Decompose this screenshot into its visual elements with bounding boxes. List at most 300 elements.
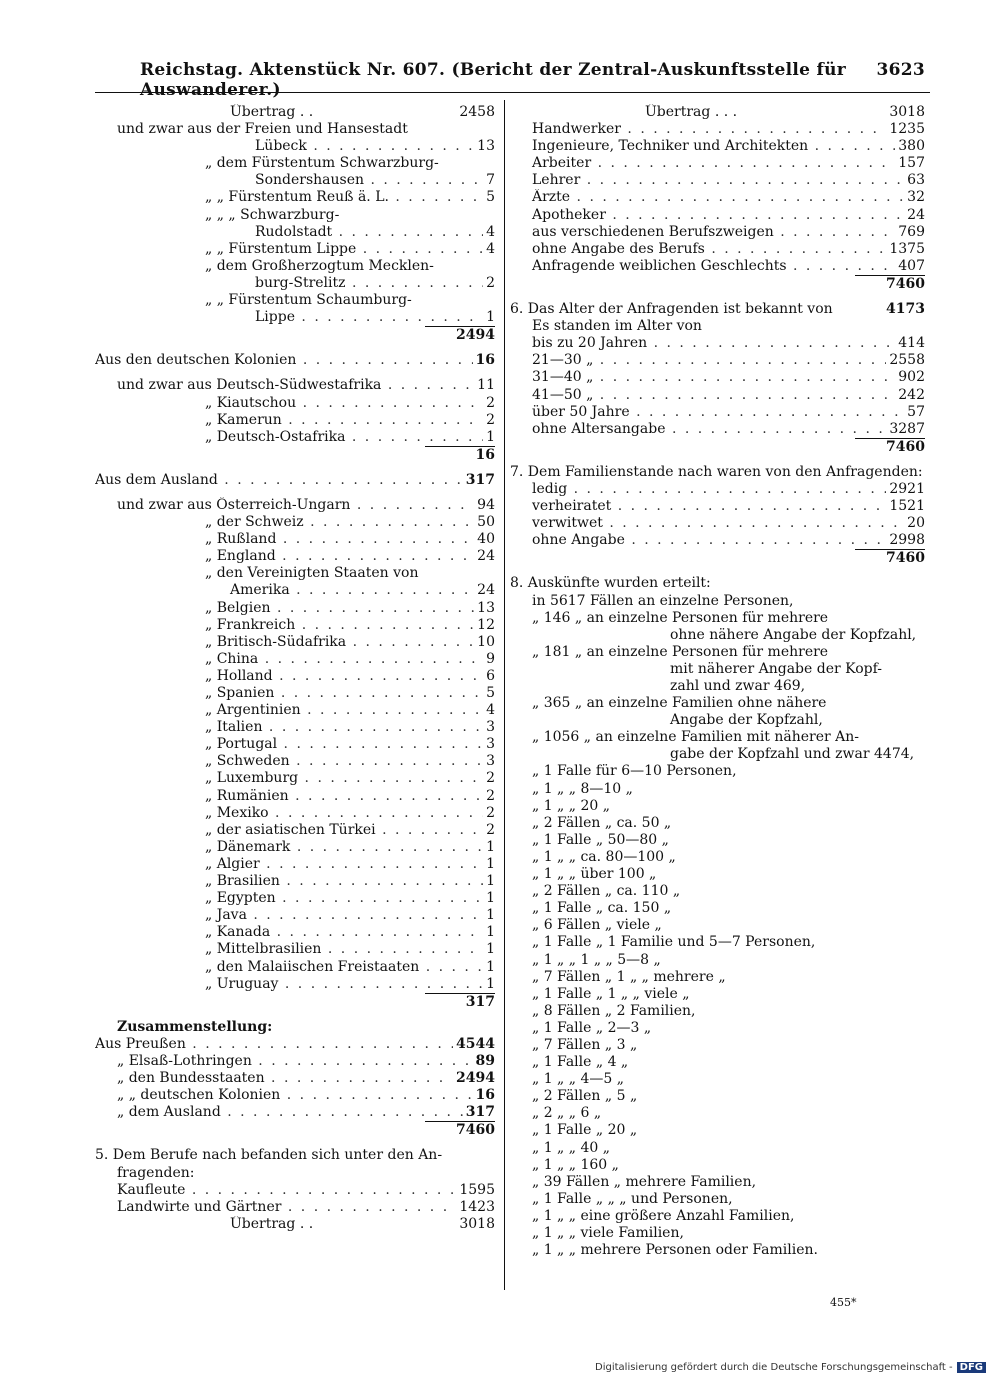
- row-value: 2: [483, 275, 495, 292]
- row-label: „ Rumänien . . .: [95, 788, 495, 805]
- row-label: Aus dem Ausland . . .: [95, 472, 495, 489]
- table-row: [95, 1199, 495, 1216]
- row-label: „ 1 Falle „ 4 „: [532, 1054, 629, 1071]
- row-label: 21—30 „ . . .: [510, 352, 925, 369]
- row-label: „ Mittelbrasilien . . .: [95, 941, 495, 958]
- row-value: 242: [895, 387, 925, 404]
- table-row: [95, 770, 495, 787]
- row-value: 24: [904, 207, 925, 224]
- table-row: [95, 1087, 495, 1104]
- table-row: [510, 1157, 925, 1174]
- table-row: [95, 189, 495, 206]
- spacer: [95, 464, 495, 472]
- table-row: [95, 702, 495, 719]
- row-label: „ 2 Fällen „ 5 „: [532, 1088, 638, 1105]
- row-value: 2458: [456, 104, 495, 121]
- row-label: „ „ Fürstentum Reuß ä. L. . . .: [95, 189, 495, 206]
- row-label: „ dem Ausland . . .: [95, 1104, 495, 1121]
- table-row: [510, 661, 925, 678]
- row-value: 16: [473, 447, 495, 464]
- table-row: [510, 387, 925, 404]
- table-row: [510, 746, 925, 763]
- row-label: „ 1 Falle für 6—10 Personen,: [532, 763, 737, 780]
- row-label: „ der Schweiz . . .: [95, 514, 495, 531]
- row-value: 414: [895, 335, 925, 352]
- row-value: 3: [483, 736, 495, 753]
- table-row: [95, 856, 495, 873]
- row-value: 3: [483, 719, 495, 736]
- table-row: [95, 788, 495, 805]
- table-row: [95, 1147, 495, 1164]
- table-row: [95, 839, 495, 856]
- row-label: verwitwet . . .: [510, 515, 925, 532]
- row-label: „ „ Fürstentum Lippe . . .: [95, 241, 495, 258]
- row-value: 89: [473, 1053, 495, 1070]
- table-row: [510, 781, 925, 798]
- row-label: „ 2 Fällen „ ca. 110 „: [532, 883, 681, 900]
- table-row: [95, 582, 495, 599]
- spacer: [510, 567, 925, 575]
- row-value: 4: [483, 241, 495, 258]
- row-value: 1: [483, 839, 495, 856]
- row-value: 12: [474, 617, 495, 634]
- table-row: [510, 934, 925, 951]
- row-label: Aus den deutschen Kolonien . . .: [95, 352, 495, 369]
- row-label: in 5617 Fällen an einzelne Personen,: [532, 592, 794, 609]
- row-value: 2: [483, 805, 495, 822]
- table-row: [95, 309, 495, 326]
- table-row: [95, 155, 495, 172]
- row-label: „ 1 „ „ 160 „: [532, 1156, 619, 1173]
- table-row: [510, 301, 925, 318]
- table-row: [510, 883, 925, 900]
- spacer: [95, 369, 495, 377]
- row-label: „ 1056 „ an einzelne Familien mit näherer An-: [532, 729, 860, 746]
- row-label: über 50 Jahre . . .: [510, 404, 925, 421]
- row-value: 7460: [883, 276, 925, 293]
- table-row: [510, 138, 925, 155]
- row-value: 1375: [886, 241, 925, 258]
- table-row: [510, 155, 925, 172]
- row-label: 31—40 „ . . .: [510, 369, 925, 386]
- row-label: Anfragende weiblichen Geschlechts . . .: [510, 258, 925, 275]
- row-value: 3018: [456, 1216, 495, 1233]
- table-row: [510, 532, 925, 549]
- table-row: [95, 412, 495, 429]
- table-row: [510, 404, 925, 421]
- table-row: [510, 207, 925, 224]
- row-label: 5. Dem Berufe nach befanden sich unter den An-: [95, 1147, 443, 1164]
- page-header: [140, 60, 925, 100]
- credit-text: Digitalisierung gefördert durch die Deutsche Forschungsgemeinschaft -: [595, 1362, 953, 1373]
- row-label: mit näherer Angabe der Kopf-: [670, 660, 883, 677]
- table-row: [510, 1122, 925, 1139]
- table-row: [95, 138, 495, 155]
- row-value: 1: [483, 873, 495, 890]
- table-row: [510, 318, 925, 335]
- row-value: 4: [483, 702, 495, 719]
- row-label: 6. Das Alter der Anfragenden ist bekannt von: [510, 301, 833, 318]
- table-row: [95, 429, 495, 446]
- row-label: Angabe der Kopfzahl,: [670, 712, 823, 729]
- row-value: 1: [483, 924, 495, 941]
- row-value: 2: [483, 770, 495, 787]
- row-value: 317: [463, 472, 495, 489]
- table-row: [95, 959, 495, 976]
- table-row: [510, 104, 925, 121]
- table-row: [510, 1054, 925, 1071]
- row-value: 2: [483, 822, 495, 839]
- table-row: [510, 644, 925, 661]
- row-label: „ 1 „ „ 20 „: [532, 797, 610, 814]
- row-value: 32: [904, 189, 925, 206]
- row-value: 2: [483, 412, 495, 429]
- table-row: [95, 1036, 495, 1053]
- subtotal-row: [855, 275, 925, 293]
- table-row: [95, 617, 495, 634]
- row-label: Lübeck . . .: [95, 138, 495, 155]
- table-row: [510, 515, 925, 532]
- row-value: 1235: [886, 121, 925, 138]
- row-label: „ dem Fürstentum Schwarzburg-: [205, 155, 439, 172]
- table-row: [95, 976, 495, 993]
- table-row: [95, 224, 495, 241]
- table-row: [95, 472, 495, 489]
- row-label: Rudolstadt . . .: [95, 224, 495, 241]
- table-row: [95, 292, 495, 309]
- row-label: „ 181 „ an einzelne Personen für mehrere: [532, 643, 829, 660]
- table-row: [95, 1070, 495, 1087]
- row-label: „ Schweden . . .: [95, 753, 495, 770]
- row-label: 7. Dem Familienstande nach waren von den Anfragenden:: [510, 463, 923, 480]
- row-label: „ 1 Falle „ 1 „ „ viele „: [532, 985, 690, 1002]
- table-row: [510, 815, 925, 832]
- table-row: [95, 241, 495, 258]
- row-value: 63: [904, 172, 925, 189]
- table-row: [510, 1140, 925, 1157]
- row-label: „ „ deutschen Kolonien . . .: [95, 1087, 495, 1104]
- row-label: Sondershausen . . .: [95, 172, 495, 189]
- row-label: „ Luxemburg . . .: [95, 770, 495, 787]
- row-label: „ 7 Fällen „ 1 „ „ mehrere „: [532, 968, 726, 985]
- row-value: 1: [483, 856, 495, 873]
- table-row: [95, 497, 495, 514]
- row-value: 2558: [886, 352, 925, 369]
- row-label: Landwirte und Gärtner . . .: [95, 1199, 495, 1216]
- row-label: „ Rußland . . .: [95, 531, 495, 548]
- spacer: [95, 1011, 495, 1019]
- row-label: „ Britisch-Südafrika . . .: [95, 634, 495, 651]
- row-value: 24: [474, 582, 495, 599]
- row-label: Ärzte . . .: [510, 189, 925, 206]
- row-label: „ 1 Falle „ 50—80 „: [532, 831, 669, 848]
- row-label: verheiratet . . .: [510, 498, 925, 515]
- row-label: „ Mexiko . . .: [95, 805, 495, 822]
- row-label: „ Algier . . .: [95, 856, 495, 873]
- row-label: Ingenieure, Techniker und Architekten . . .: [510, 138, 925, 155]
- table-row: [510, 224, 925, 241]
- row-label: ohne Angabe des Berufs . . .: [510, 241, 925, 258]
- row-label: Übertrag . .: [230, 1215, 314, 1232]
- row-label: gabe der Kopfzahl und zwar 4474,: [670, 746, 915, 763]
- row-value: 2: [483, 395, 495, 412]
- header-rule: [95, 92, 930, 93]
- credit-line: [595, 1362, 986, 1373]
- page-number: 3623: [876, 60, 925, 80]
- row-value: 13: [474, 600, 495, 617]
- row-value: 317: [463, 994, 495, 1011]
- row-value: 2921: [886, 481, 925, 498]
- row-label: „ 2 Fällen „ ca. 50 „: [532, 814, 672, 831]
- table-row: [510, 1037, 925, 1054]
- spacer: [95, 1139, 495, 1147]
- table-row: [510, 1242, 925, 1259]
- row-value: 2494: [453, 1070, 495, 1087]
- table-row: [510, 172, 925, 189]
- table-row: [510, 900, 925, 917]
- table-row: [510, 952, 925, 969]
- row-label: „ 1 „ „ 1 „ „ 5—8 „: [532, 951, 661, 968]
- table-row: [95, 685, 495, 702]
- row-label: „ Java . . .: [95, 907, 495, 924]
- table-row: [95, 565, 495, 582]
- row-label: „ 1 „ „ 40 „: [532, 1139, 610, 1156]
- table-row: [95, 1053, 495, 1070]
- row-value: 1: [483, 976, 495, 993]
- row-value: 13: [474, 138, 495, 155]
- row-value: 9: [483, 651, 495, 668]
- table-row: [95, 873, 495, 890]
- subtotal-row: [425, 1121, 495, 1139]
- table-row: [510, 369, 925, 386]
- table-row: [95, 924, 495, 941]
- row-label: „ Elsaß-Lothringen . . .: [95, 1053, 495, 1070]
- row-label: „ Portugal . . .: [95, 736, 495, 753]
- table-row: [95, 1104, 495, 1121]
- row-label: „ Spanien . . .: [95, 685, 495, 702]
- row-value: 4173: [883, 301, 925, 318]
- subtotal-row: [425, 446, 495, 464]
- row-label: „ China . . .: [95, 651, 495, 668]
- table-row: [510, 849, 925, 866]
- row-label: „ 1 Falle „ „ „ und Personen,: [532, 1190, 733, 1207]
- row-value: 3: [483, 753, 495, 770]
- row-value: 6: [483, 668, 495, 685]
- row-value: 10: [474, 634, 495, 651]
- row-value: 7460: [883, 550, 925, 567]
- dfg-logo: DFG: [957, 1362, 986, 1373]
- row-label: und zwar aus Deutsch-Südwestafrika . . .: [95, 377, 495, 394]
- row-label: „ Egypten . . .: [95, 890, 495, 907]
- row-label: „ Argentinien . . .: [95, 702, 495, 719]
- row-value: 7460: [453, 1122, 495, 1139]
- row-label: „ den Malaiischen Freistaaten . . .: [95, 959, 495, 976]
- table-row: [95, 104, 495, 121]
- table-row: [510, 464, 925, 481]
- table-row: [95, 207, 495, 224]
- row-label: „ Frankreich . . .: [95, 617, 495, 634]
- row-label: Kaufleute . . .: [95, 1182, 495, 1199]
- table-row: [95, 753, 495, 770]
- table-row: [510, 481, 925, 498]
- row-value: 2: [483, 788, 495, 805]
- row-label: „ den Bundesstaaten . . .: [95, 1070, 495, 1087]
- table-row: [510, 352, 925, 369]
- row-label: „ Dänemark . . .: [95, 839, 495, 856]
- table-row: [510, 969, 925, 986]
- row-value: 380: [895, 138, 925, 155]
- row-label: und zwar aus Österreich-Ungarn . . .: [95, 497, 495, 514]
- row-label: „ 6 Fällen „ viele „: [532, 917, 662, 934]
- table-row: [510, 241, 925, 258]
- row-label: burg-Strelitz . . .: [95, 275, 495, 292]
- table-row: [95, 377, 495, 394]
- row-value: 2494: [453, 327, 495, 344]
- table-row: [95, 719, 495, 736]
- table-row: [95, 172, 495, 189]
- table-row: [95, 1165, 495, 1182]
- row-label: ledig . . .: [510, 481, 925, 498]
- subtotal-row: [855, 438, 925, 456]
- row-value: 769: [895, 224, 925, 241]
- row-value: 7: [483, 172, 495, 189]
- table-row: [510, 1088, 925, 1105]
- row-label: „ 39 Fällen „ mehrere Familien,: [532, 1173, 757, 1190]
- row-label: Es standen im Alter von: [532, 318, 702, 335]
- table-row: [510, 258, 925, 275]
- table-row: [95, 907, 495, 924]
- row-label: fragenden:: [117, 1164, 195, 1181]
- row-label: „ 7 Fällen „ 3 „: [532, 1036, 638, 1053]
- table-row: [510, 1174, 925, 1191]
- table-row: [95, 352, 495, 369]
- right-column: [510, 104, 925, 1259]
- row-value: 4544: [453, 1036, 495, 1053]
- table-row: [510, 498, 925, 515]
- row-label: „ 1 Falle „ 2—3 „: [532, 1019, 652, 1036]
- subtotal-row: [425, 326, 495, 344]
- row-label: und zwar aus der Freien und Hansestadt: [117, 121, 408, 138]
- table-row: [510, 610, 925, 627]
- row-label: „ Italien . . .: [95, 719, 495, 736]
- row-label: „ Holland . . .: [95, 668, 495, 685]
- table-row: [510, 729, 925, 746]
- row-label: Amerika . . .: [95, 582, 495, 599]
- table-row: [95, 1182, 495, 1199]
- row-value: 1: [483, 959, 495, 976]
- footnote: 455*: [830, 1296, 857, 1309]
- row-value: 1595: [456, 1182, 495, 1199]
- table-row: [510, 917, 925, 934]
- spacer: [510, 293, 925, 301]
- row-value: 3287: [886, 421, 925, 438]
- row-label: Apotheker . . .: [510, 207, 925, 224]
- table-row: [510, 575, 925, 592]
- subtotal-row: [855, 549, 925, 567]
- row-label: 8. Auskünfte wurden erteilt:: [510, 575, 711, 592]
- table-row: [95, 651, 495, 668]
- row-label: zahl und zwar 469,: [670, 678, 806, 694]
- row-label: „ „ Fürstentum Schaumburg-: [205, 292, 412, 309]
- table-row: [510, 712, 925, 729]
- table-row: [95, 822, 495, 839]
- row-label: „ Uruguay . . .: [95, 976, 495, 993]
- row-value: 5: [483, 189, 495, 206]
- table-row: [510, 593, 925, 610]
- table-row: [95, 1019, 495, 1036]
- row-value: 1521: [886, 498, 925, 515]
- row-value: 1: [483, 309, 495, 326]
- row-value: 40: [474, 531, 495, 548]
- row-label: aus verschiedenen Berufszweigen . . .: [510, 224, 925, 241]
- header-title: Reichstag. Aktenstück Nr. 607. (Bericht der Zentral-Auskunftsstelle für Auswanderer.): [140, 60, 846, 100]
- row-value: 57: [904, 404, 925, 421]
- column-divider: [504, 100, 505, 1290]
- row-label: „ 1 „ „ mehrere Personen oder Familien.: [532, 1242, 818, 1259]
- row-value: 3018: [886, 104, 925, 121]
- row-value: 407: [895, 258, 925, 275]
- table-row: [510, 1208, 925, 1225]
- row-value: 50: [474, 514, 495, 531]
- spacer: [95, 489, 495, 497]
- table-row: [95, 890, 495, 907]
- spacer: [510, 456, 925, 464]
- table-row: [510, 1225, 925, 1242]
- table-row: [95, 531, 495, 548]
- row-value: 1423: [456, 1199, 495, 1216]
- row-label: „ England . . .: [95, 548, 495, 565]
- table-row: [95, 668, 495, 685]
- table-row: [510, 1071, 925, 1088]
- row-label: „ 1 Falle „ 1 Familie und 5—7 Personen,: [532, 934, 816, 951]
- row-label: „ der asiatischen Türkei . . .: [95, 822, 495, 839]
- table-row: [95, 121, 495, 138]
- row-value: 1: [483, 890, 495, 907]
- table-row: [510, 1191, 925, 1208]
- row-label: Zusammenstellung:: [117, 1018, 273, 1035]
- table-row: [95, 1216, 495, 1233]
- row-label: ohne nähere Angabe der Kopfzahl,: [670, 626, 917, 643]
- row-label: „ 1 Falle „ ca. 150 „: [532, 900, 672, 917]
- row-label: „ 2 „ „ 6 „: [532, 1105, 602, 1122]
- table-row: [510, 763, 925, 780]
- row-value: 902: [895, 369, 925, 386]
- row-value: 1: [483, 907, 495, 924]
- table-row: [95, 275, 495, 292]
- row-label: „ 1 Falle „ 20 „: [532, 1122, 638, 1139]
- row-label: „ Brasilien . . .: [95, 873, 495, 890]
- row-value: 20: [904, 515, 925, 532]
- row-value: 16: [473, 352, 495, 369]
- row-label: „ Deutsch-Ostafrika . . .: [95, 429, 495, 446]
- table-row: [510, 627, 925, 644]
- table-row: [510, 866, 925, 883]
- row-label: Arbeiter . . .: [510, 155, 925, 172]
- row-label: Lippe . . .: [95, 309, 495, 326]
- row-label: Aus Preußen . . .: [95, 1036, 495, 1053]
- table-row: [95, 736, 495, 753]
- row-value: 1: [483, 429, 495, 446]
- row-label: „ Kiautschou . . .: [95, 395, 495, 412]
- subtotal-row: [425, 993, 495, 1011]
- row-label: „ Kanada . . .: [95, 924, 495, 941]
- row-label: „ 1 „ „ viele Familien,: [532, 1225, 684, 1241]
- row-value: 24: [474, 548, 495, 565]
- table-row: [510, 121, 925, 138]
- row-label: „ Kamerun . . .: [95, 412, 495, 429]
- row-label: ohne Altersangabe . . .: [510, 421, 925, 438]
- row-label: „ 1 „ „ ca. 80—100 „: [532, 848, 676, 865]
